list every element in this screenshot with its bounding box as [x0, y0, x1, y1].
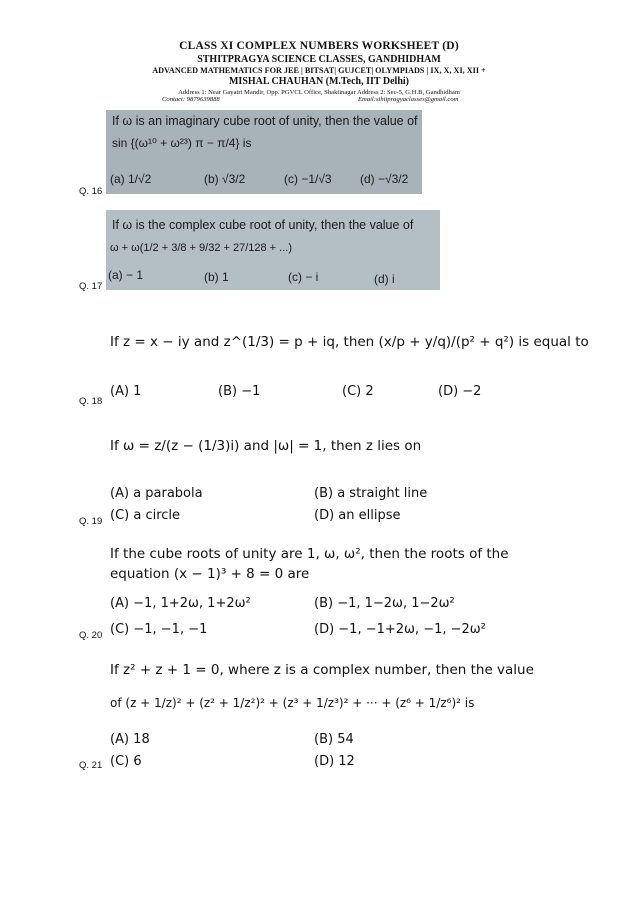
institute-name: STHITPRAGYA SCIENCE CLASSES, GANDHIDHAM	[197, 54, 441, 65]
q18-stem: If z = x − iy and z^(1/3) = p + iq, then (x/p + y/q)/(p² + q²) is equal to	[110, 334, 589, 350]
q18-option-a: (A) 1	[110, 384, 142, 399]
q21-label: Q. 21	[79, 760, 103, 771]
q17-option-c: (c) − i	[288, 270, 319, 284]
teacher-name: MISHAL CHAUHAN (M.Tech, IIT Delhi)	[228, 76, 409, 87]
q21-expression: of (z + 1/z)² + (z² + 1/z²)² + (z³ + 1/z³)² + ··· + (z⁶ + 1/z⁶)² is	[110, 696, 475, 710]
q19-option-c: (C) a circle	[110, 508, 181, 523]
q21-stem: If z² + z + 1 = 0, where z is a complex number, then the value	[110, 662, 534, 678]
q19-option-d: (D) an ellipse	[314, 508, 401, 523]
q19-label: Q. 19	[79, 516, 103, 527]
q18-option-d: (D) −2	[438, 384, 482, 399]
question-21	[110, 656, 534, 776]
worksheet-title: CLASS XI COMPLEX NUMBERS WORKSHEET (D)	[179, 40, 459, 52]
q17-option-b: (b) 1	[204, 270, 229, 284]
contact-email: Email:sthitpragyaclasses@gmail.com	[358, 96, 459, 103]
q20-label: Q. 20	[79, 630, 103, 641]
q20-option-d: (D) −1, −1+2ω, −1, −2ω²	[314, 622, 486, 637]
question-20	[110, 542, 530, 642]
q17-option-d: (d) i	[374, 272, 395, 286]
q19-option-a: (A) a parabola	[110, 486, 203, 501]
q20-stem: If the cube roots of unity are 1, ω, ω², then the roots of the	[110, 546, 509, 562]
worksheet-header	[0, 40, 638, 96]
q16-option-c: (c) −1/√3	[284, 172, 332, 186]
q20-stem-continued: equation (x − 1)³ + 8 = 0 are	[110, 566, 310, 582]
q16-label: Q. 16	[79, 186, 103, 197]
programs-line: ADVANCED MATHEMATICS FOR JEE | BITSAT| GUJCET| OLYMPIADS | IX, X, XI, XII +	[152, 66, 486, 75]
q16-option-a: (a) 1/√2	[110, 172, 152, 186]
q17-stem: If ω is the complex cube root of unity, then the value of	[112, 218, 414, 232]
q16-stem: If ω is an imaginary cube root of unity, then the value of	[112, 114, 418, 128]
question-18	[110, 306, 589, 406]
q18-label: Q. 18	[79, 396, 103, 407]
q20-option-c: (C) −1, −1, −1	[110, 622, 208, 637]
q20-option-b: (B) −1, 1−2ω, 1−2ω²	[314, 596, 455, 611]
q19-option-b: (B) a straight line	[314, 486, 428, 501]
question-16-image	[106, 110, 422, 194]
q17-option-a: (a) − 1	[108, 268, 144, 282]
q16-option-d: (d) −√3/2	[360, 172, 409, 186]
q17-label: Q. 17	[79, 281, 103, 292]
q21-option-c: (C) 6	[110, 754, 142, 769]
q21-option-a: (A) 18	[110, 732, 150, 747]
q16-expression: sin {(ω¹⁰ + ω²³) π − π/4} is	[112, 136, 252, 150]
q18-option-b: (B) −1	[218, 384, 261, 399]
contact-number: Contact: 9879639888	[162, 96, 220, 103]
address-line: Address 1: Near Gayatri Mandir, Opp. PGVCL Office, Shaktinagar Address 2: Sec-5, G.H.B, Gandhidham	[178, 89, 460, 96]
question-19	[110, 428, 530, 528]
question-17-image	[106, 210, 440, 290]
q18-option-c: (C) 2	[342, 384, 374, 399]
q16-option-b: (b) √3/2	[204, 172, 246, 186]
q17-expression: ω + ω(1/2 + 3/8 + 9/32 + 27/128 + ...)	[110, 242, 292, 254]
q19-stem: If ω = z/(z − (1/3)i) and |ω| = 1, then z lies on	[110, 438, 422, 454]
q20-option-a: (A) −1, 1+2ω, 1+2ω²	[110, 596, 251, 611]
q21-option-b: (B) 54	[314, 732, 354, 747]
q21-option-d: (D) 12	[314, 754, 355, 769]
